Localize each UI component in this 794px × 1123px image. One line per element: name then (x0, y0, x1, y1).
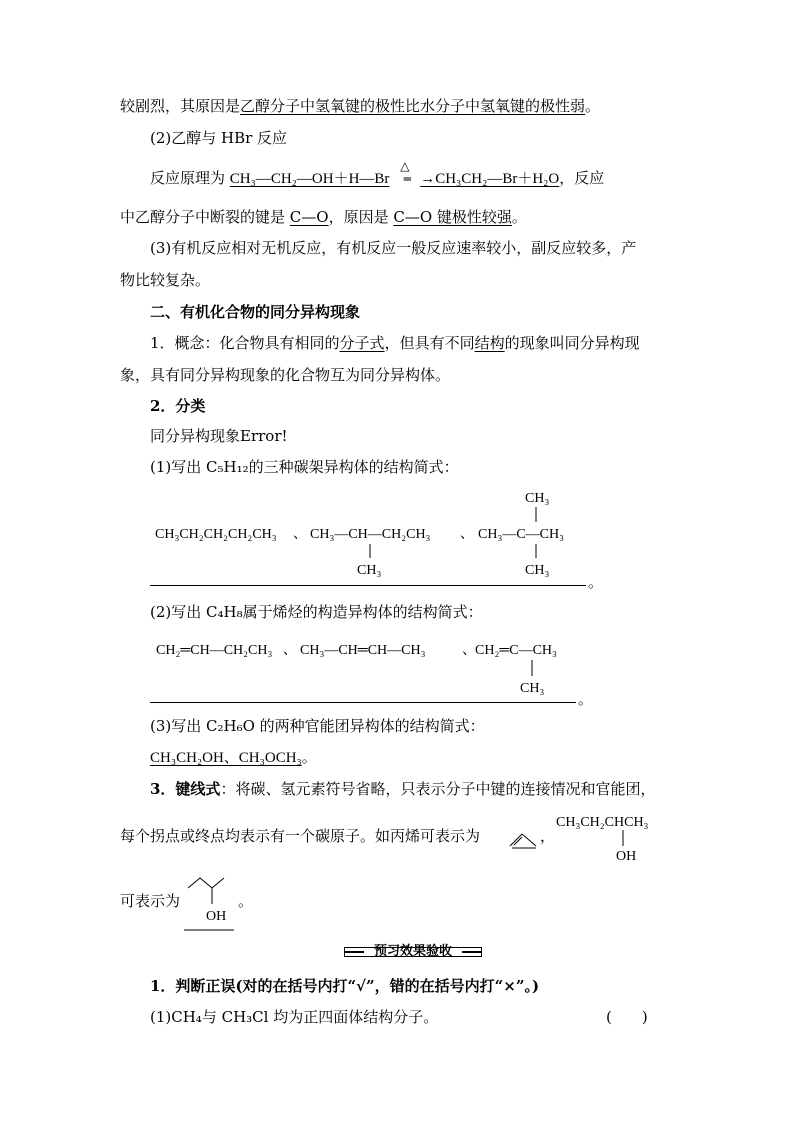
answer-line: CH₃CH₂OH、CH₃OCH₃。 (150, 748, 317, 766)
term-label: 3．键线式 (150, 780, 221, 798)
paragraph-line: (3)有机反应相对无机反应，有机反应一般反应速率较小，副反应较多，产 (150, 239, 637, 257)
paragraph-line: 较剧烈，其原因是乙醇分子中氢氧键的极性比水分子中氢氧键的极性弱。 (120, 97, 601, 115)
isobutene: CH₂═C—CH₃ (475, 643, 557, 658)
butanol-condensed-formula (553, 808, 683, 866)
svg-text:、: 、 (283, 643, 297, 658)
underlined-answer: 结构 (474, 334, 505, 352)
reaction-equation: 反应原理为 CH₃—CH₂—OH＋H—Br △ ═ →CH₃CH₂—Br＋H₂O，反应 (150, 168, 604, 189)
svg-text:CH₃: CH₃ (520, 681, 545, 696)
banner-title: 预习效果验收 (373, 944, 452, 959)
c5h12-isomers (150, 482, 630, 592)
1-butene: CH₂═CH—CH₂CH₃ (156, 643, 273, 658)
butanol-skeletal-formula (184, 872, 244, 934)
underlined-answer: C—O 键极性较强 (393, 208, 512, 226)
svg-text:、: 、 (462, 643, 476, 658)
underlined-answer: 乙醇分子中氢氧键的极性比水分子中氢氧键的极性弱 (240, 97, 586, 115)
paragraph-line: 中乙醇分子中断裂的键是 C—O，原因是 C—O 键极性较强。 (120, 208, 527, 226)
underlined-answer: CH₃CH₂OH、CH₃OCH₃ (150, 750, 302, 766)
propene-skeletal-icon (508, 830, 540, 850)
section-banner (344, 944, 482, 960)
products: →CH₃CH₂—Br＋H₂O (420, 171, 560, 187)
question: (3)写出 C₂H₆O 的两种官能团异构体的结构简式： (150, 717, 485, 735)
question: (2)写出 C₄H₈属于烯烃的构造异构体的结构简式： (150, 603, 483, 621)
svg-text:OH: OH (616, 849, 637, 864)
svg-text:CH₃: CH₃ (357, 563, 382, 578)
answer-parentheses: ( ) (606, 1008, 648, 1026)
2-butene: CH₃—CH═CH—CH₃ (300, 643, 426, 658)
n-pentane: CH₃CH₂CH₂CH₂CH₃ (155, 527, 277, 542)
exercise-instruction: 1．判断正误(对的在括号内打“√”，错的在括号内打“×”。) (150, 977, 540, 995)
paragraph-line: 物比较复杂。 (120, 271, 211, 289)
paragraph-line: 3．键线式：将碳、氢元素符号省略，只表示分子中键的连接情况和官能团， (150, 780, 656, 798)
section-item: (2)乙醇与 HBr 反应 (150, 129, 288, 147)
reactants: CH₃—CH₂—OH＋H—Br (229, 171, 390, 187)
c4h8-isomers (150, 630, 590, 700)
svg-text:、: 、 (293, 527, 307, 542)
paragraph-line: 象，具有同分异构现象的化合物互为同分异构体。 (120, 366, 451, 384)
svg-text:OH: OH (206, 909, 227, 924)
question: (1)写出 C₅H₁₂的三种碳架异构体的结构简式： (150, 458, 459, 476)
exercise-item: (1)CH₄与 CH₃Cl 均为正四面体结构分子。 (150, 1008, 439, 1026)
paragraph-line: 可表示为 (120, 892, 181, 910)
paragraph-line: 1．概念：化合物具有相同的分子式，但具有不同结构的现象叫同分异构现 (150, 334, 640, 352)
section-heading: 二、有机化合物的同分异构现象 (150, 303, 361, 321)
svg-text:CH₃: CH₃ (525, 491, 550, 506)
paragraph-line: 同分异构现象Error! (150, 427, 288, 445)
subheading: 2．分类 (150, 397, 206, 415)
paragraph-line: 每个拐点或终点均表示有一个碳原子。如丙烯可表示为 (120, 827, 481, 845)
svg-text:CH₃: CH₃ (525, 563, 550, 578)
underlined-answer: 分子式 (339, 334, 385, 352)
isopentane: CH₃—CH—CH₂CH₃ (310, 527, 431, 542)
neopentane: CH₃—C—CH₃ (478, 527, 564, 542)
heat-arrow: △ ═ (394, 168, 420, 189)
underlined-answer: C—O (289, 208, 329, 226)
answer-blank-line (150, 585, 586, 586)
heat-symbol-icon: △ (400, 159, 410, 173)
answer-blank-line (150, 702, 576, 703)
svg-text:、: 、 (460, 527, 474, 542)
svg-text:CH₃CH₂CHCH₃: CH₃CH₂CHCH₃ (556, 815, 649, 830)
